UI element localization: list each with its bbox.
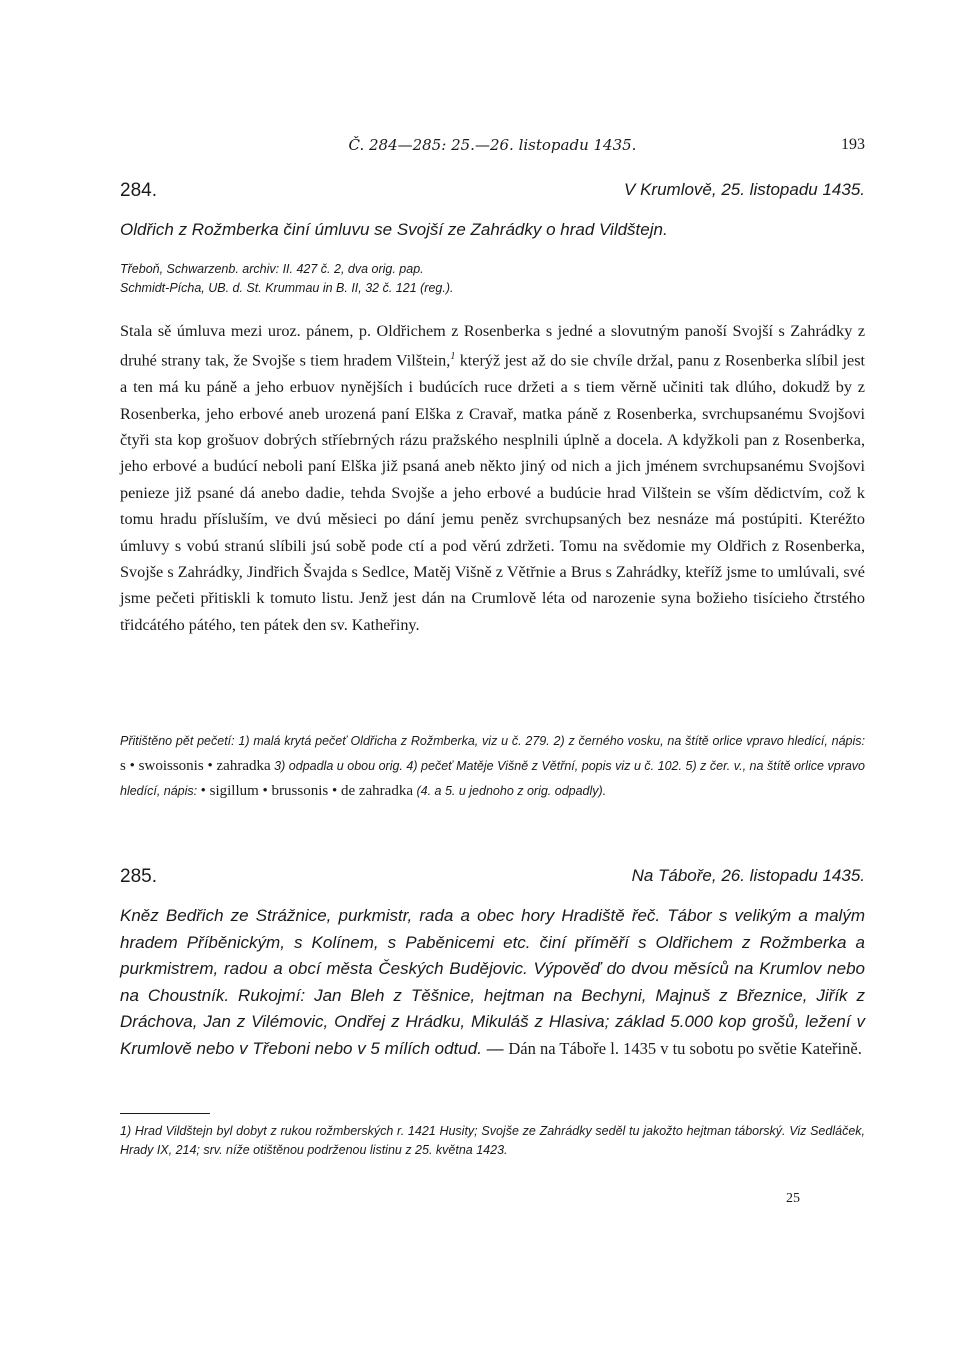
doc-285-dating: Dán na Táboře l. 1435 v tu sobotu po světie Kateřině. bbox=[508, 1038, 862, 1058]
page-number: 193 bbox=[841, 136, 865, 153]
doc-284-sources bbox=[120, 260, 865, 298]
doc-285-number: 285. bbox=[120, 866, 157, 887]
doc-284-source-2: Schmidt-Pícha, UB. d. St. Krummau in B. II, 32 č. 121 (reg.). bbox=[120, 281, 454, 295]
doc-284-place-date: V Krumlově, 25. listopadu 1435. bbox=[624, 180, 865, 199]
footnote: 1) Hrad Vildštejn byl dobyt z rukou rožmberských r. 1421 Husity; Svojše ze Zahrádky seděl tu jakožto hejtman táborský. Viz Sedláček, Hrady IX, 214; srv. níže otištěnou podrženou listinu z 25. května 1423. bbox=[120, 1124, 865, 1157]
doc-284-source-1: Třeboň, Schwarzenb. archiv: II. 427 č. 2, dva orig. pap. bbox=[120, 262, 424, 276]
doc-284-regest: Oldřich z Rožmberka činí úmluvu se Svojší ze Zahrádky o hrad Vildštejn. bbox=[120, 220, 668, 239]
doc-284-body-text-2: kterýž jest až do sie chvíle držal, panu z Rosenberka slíbil jest a ten má ku páně a jeho erbuov nynějších i budúcích ruce držeti a s tiem věrně učiniti tak dlúho, dokudž by z Rosenberka, jeho erbové aneb urozená paní Elška z Cravař, matka páně z Rosenberka, svrchupsanému Svojšovi čtyři sta kop grošuov dobrých stříebrných rázu pražského nesplnili úplně a docela. A kdyžkoli pan z Rosenberka, jeho erbové a budúcí neboli paní Elška již psaná aneb někto jiný od nich a jich jménem svrchupsanému Svojšovi penieze již psané dá anebo dadie, tehda Svojše a jeho erbové a budúcie hrad Vilštein se vším dědictvím, což k tomu hradu přísluším, ve dvú měsieci po dání jemu peněz svrchupsaných bez nesnáze má postúpiti. Kteréžto úmluvy s vobú stranú slíbili jsú sobě pode ctí a pod věrú zdržeti. Tomu na svědomie my Oldřich z Rosenberka, Svojše s Zahrádky, Jindřich Švajda s Sedlce, Matěj Višně z Větřnie a Brus s Zahrádky, kteříž jsme to umlúvali, své jsme pečeti přitiskli k tomuto listu. Jenž jest dán na Crumlově léta od narozenie syna božieho tisícieho čtrstého třidcátého pátého, ten pátek den sv. Katheřiny. bbox=[120, 351, 866, 634]
doc-285-place-date: Na Táboře, 26. listopadu 1435. bbox=[631, 866, 865, 885]
seals-text-2: 3) odpadla u obou orig. 4) pečeť Matěje Višně z Větřní, popis viz u č. 102. 5) z čer. v., na štítě orlice vpravo hledící, nápis: bbox=[120, 759, 866, 798]
doc-285-regest bbox=[120, 903, 865, 1063]
running-head bbox=[120, 130, 865, 170]
seals-text-1: Přitištěno pět pečetí: 1) malá krytá pečeť Oldřicha z Rožmberka, viz u č. 279. 2) z černého vosku, na štítě orlice vpravo hledící, nápis: bbox=[120, 734, 865, 748]
seals-text-3: (4. a 5. u jednoho z orig. odpadly). bbox=[413, 784, 607, 798]
doc-284-header bbox=[120, 180, 865, 206]
doc-285-header bbox=[120, 866, 865, 892]
footnote-rule bbox=[120, 1113, 210, 1114]
doc-285-regest-text: Kněz Bedřich ze Strážnice, purkmistr, rada a obec hory Hradiště řeč. Tábor s velikým a malým hradem Příběnickým, s Kolínem, s Paběnicemi etc. činí příměří s Oldřichem z Rožmberka a purkmistrem, radou a obcí města Českých Budějovic. Výpověď do dvou měsíců na Krumlov nebo na Choustník. Rukojmí: Jan Bleh z Těšnice, hejtman na Bechyni, Majnuš z Březnice, Jiřík z Dráchova, Jan z Vilémovic, Ondřej z Hrádku, Mikuláš z Hlasiva; základ 5.000 kop grošů, ležení v Krumlově nebo v Třeboni nebo v 5 mílích odtud. — bbox=[120, 906, 865, 1058]
signature-mark: 25 bbox=[786, 1191, 800, 1206]
doc-284-number: 284. bbox=[120, 180, 157, 201]
seal-inscription-1: s • swoissonis • zahradka bbox=[120, 758, 271, 774]
doc-284-seals bbox=[120, 729, 865, 804]
running-head-title: Č. 284—285: 25.—26. listopadu 1435. bbox=[348, 136, 637, 154]
footnote-marker[interactable]: 1 bbox=[450, 351, 456, 363]
doc-284-body bbox=[120, 318, 865, 638]
seal-inscription-2: • sigillum • brussonis • de zahradka bbox=[200, 783, 413, 799]
doc-284-body-text-1: Stala sě úmluva mezi uroz. pánem, p. Oldřichem z Rosenberka s jedné a slovutným panoší Svojší s Zahrádky z druhé strany tak, že Svojše s tiem hradem Vilštein, bbox=[120, 322, 865, 370]
